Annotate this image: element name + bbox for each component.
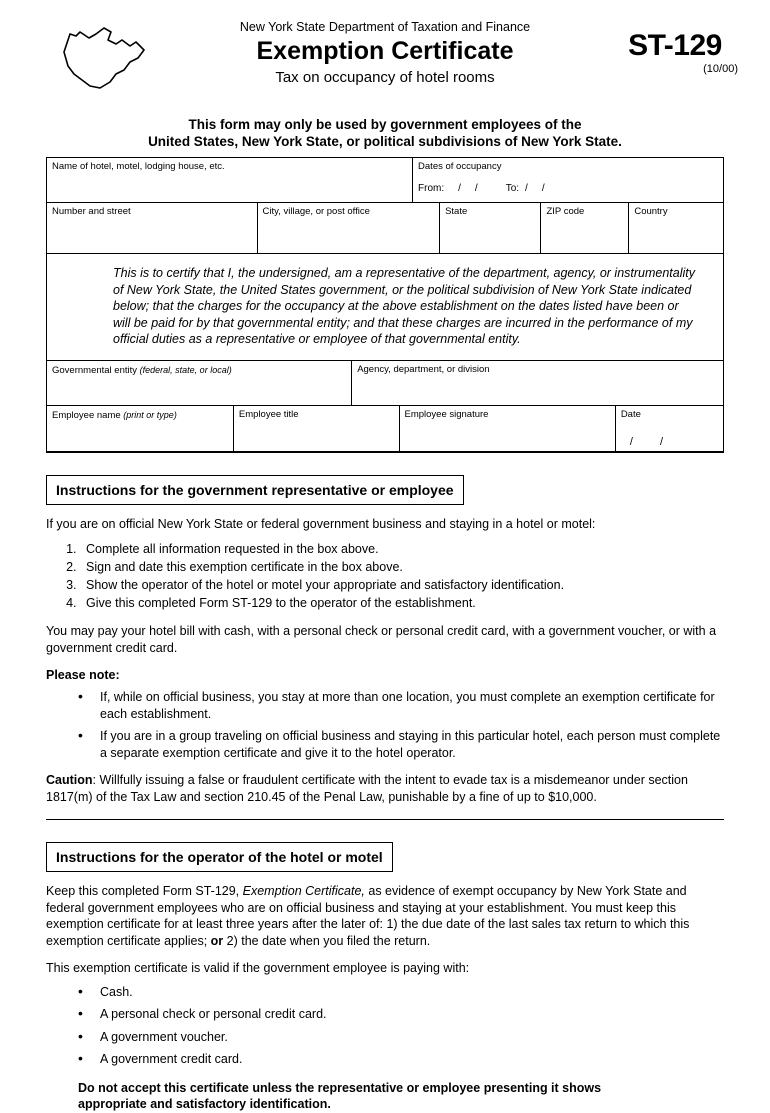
section-divider (46, 819, 724, 820)
usage-note-line-1: This form may only be used by government employees of the (188, 117, 582, 132)
employee-instructions-heading: Instructions for the government representative or employee (46, 475, 464, 505)
signature-date-slashes (630, 436, 664, 448)
operator-para-part-1: Keep this completed Form ST-129, (46, 884, 243, 898)
certificate-row-5 (47, 406, 723, 451)
please-note-list (46, 689, 724, 761)
instructions-body (46, 453, 724, 1113)
to-date-slash-2: / (541, 183, 545, 194)
operator-para-part-2: as evidence of exempt occupancy by New York State and federal government employees who are on official business and staying at your establishment. You must keep this exemption certificate for at least three years after the later of: 1) the due date of the last sales tax return to which this exemption certificate applies; (46, 884, 690, 948)
employee-signature-field[interactable] (399, 406, 615, 451)
list-item: • A government credit card. (78, 1051, 724, 1068)
form-number: ST-129 (628, 29, 722, 62)
form-revision-date: (10/00) (703, 63, 738, 75)
governmental-entity-label-hint: (federal, state, or local) (139, 364, 232, 375)
street-field[interactable] (47, 203, 257, 253)
list-item: • A government voucher. (78, 1029, 724, 1046)
agency-label: Agency, department, or division (357, 363, 490, 375)
please-note-heading: Please note: (46, 668, 120, 682)
employee-title-label: Employee title (238, 408, 299, 420)
operator-para-bold: or (210, 933, 224, 948)
operator-recordkeeping-paragraph (46, 883, 724, 949)
employee-instructions-steps (46, 540, 724, 612)
signature-date-label: Date (620, 408, 641, 420)
form-page (0, 18, 770, 1111)
employee-title-field[interactable] (233, 406, 399, 451)
dates-of-occupancy-label: Dates of occupancy (418, 161, 502, 172)
certificate-row-4 (47, 361, 723, 406)
department-name: New York State Department of Taxation and Finance (239, 20, 531, 34)
operator-para-part-3: 2) the date when you filed the return. (223, 933, 431, 948)
employee-signature-label: Employee signature (404, 408, 489, 420)
form-subtitle: Tax on occupancy of hotel rooms (275, 69, 495, 86)
operator-instructions-heading: Instructions for the operator of the hotel or motel (46, 842, 393, 872)
dates-of-occupancy-field[interactable] (412, 158, 723, 202)
signature-date-slash-2: / (659, 435, 664, 448)
valid-payment-intro: This exemption certificate is valid if the government employee is paying with: (46, 961, 470, 975)
list-item: • A personal check or personal credit card. (78, 1006, 724, 1023)
from-date-slash-2: / (474, 183, 478, 194)
identification-note-line-2: appropriate and satisfactory identification. (78, 1097, 331, 1111)
governmental-entity-field[interactable] (47, 361, 351, 405)
new-york-state-outline-icon (56, 22, 156, 94)
signature-date-slash-1: / (629, 435, 634, 448)
agency-field[interactable] (351, 361, 723, 405)
list-item: 2. Sign and date this exemption certificate in the box above. (80, 558, 724, 576)
payment-methods-paragraph: You may pay your hotel bill with cash, with a personal check or personal credit card, with a government voucher, or with a government credit card. (46, 624, 717, 655)
certificate-row-2 (47, 203, 723, 254)
employee-instructions-intro: If you are on official New York State or federal government business and staying in a hotel or motel: (46, 516, 596, 531)
certification-statement: This is to certify that I, the undersigned, am a representative of the department, agency, or instrumentality of New York State, the United States government, or the political subdivision of New York State indicated below; that the charges for the occupancy at the above establishment on the dates listed have been or will be paid for by that governmental entity; and that these charges are incurred in the performance of my official duties as a representative or employee of that governmental entity. (47, 254, 723, 361)
caution-label: Caution (46, 773, 93, 787)
form-code-block (610, 30, 740, 76)
from-label: From: (418, 183, 445, 194)
valid-payment-list (46, 984, 724, 1068)
list-item: 4. Give this completed Form ST-129 to the operator of the establishment. (80, 594, 724, 612)
list-item: • Cash. (78, 984, 724, 1001)
hotel-name-field[interactable] (47, 158, 412, 202)
country-field[interactable] (628, 203, 723, 253)
employee-name-label (52, 409, 228, 422)
city-field[interactable] (257, 203, 440, 253)
zip-field[interactable] (540, 203, 628, 253)
usage-restriction-note (30, 116, 740, 150)
list-item: • If you are in a group traveling on official business and staying in this particular hotel, each person must complete a separate exemption certificate and give it to the hotel operator. (78, 728, 724, 761)
governmental-entity-label (52, 364, 346, 377)
to-date-slash-1: / (525, 183, 528, 194)
identification-requirement-note (78, 1080, 724, 1113)
city-label: City, village, or post office (262, 206, 370, 217)
list-item: • If, while on official business, you stay at more than one location, you must complete an exemption certificate for each establishment. (78, 689, 724, 722)
caution-text: : Willfully issuing a false or fraudulent certificate with the intent to evade tax is a misdemeanor under section 1817(m) of the Tax Law and section 210.45 of the Penal Law, punishable by a fine of up to $10,000. (46, 773, 688, 804)
hotel-name-label: Name of hotel, motel, lodging house, etc. (52, 161, 225, 172)
street-label: Number and street (52, 206, 131, 217)
usage-note-line-2: United States, New York State, or political subdivisions of New York State. (148, 134, 622, 149)
list-item: 1. Complete all information requested in the box above. (80, 540, 724, 558)
employee-name-field[interactable] (47, 406, 233, 451)
from-date-slash-1: / (458, 183, 461, 194)
governmental-entity-label-text: Governmental entity (52, 364, 138, 376)
signature-date-field[interactable] (615, 406, 723, 451)
state-field[interactable] (439, 203, 540, 253)
form-header (30, 18, 740, 114)
caution-paragraph (46, 772, 724, 805)
employee-name-label-hint: (print or type) (123, 409, 177, 420)
certificate-row-1 (47, 158, 723, 203)
state-label: State (445, 206, 468, 217)
operator-para-italic: Exemption Certificate, (242, 884, 365, 898)
certificate-box (46, 157, 724, 453)
employee-name-label-text: Employee name (52, 409, 121, 421)
occupancy-date-inputs[interactable] (418, 183, 718, 194)
to-label: To: (505, 183, 520, 194)
identification-note-line-1: Do not accept this certificate unless the representative or employee presenting it shows (78, 1080, 602, 1095)
list-item: 3. Show the operator of the hotel or motel your appropriate and satisfactory identification. (80, 576, 724, 594)
zip-label: ZIP code (546, 206, 585, 217)
country-label: Country (634, 206, 668, 217)
page-title: Exemption Certificate (256, 37, 514, 65)
